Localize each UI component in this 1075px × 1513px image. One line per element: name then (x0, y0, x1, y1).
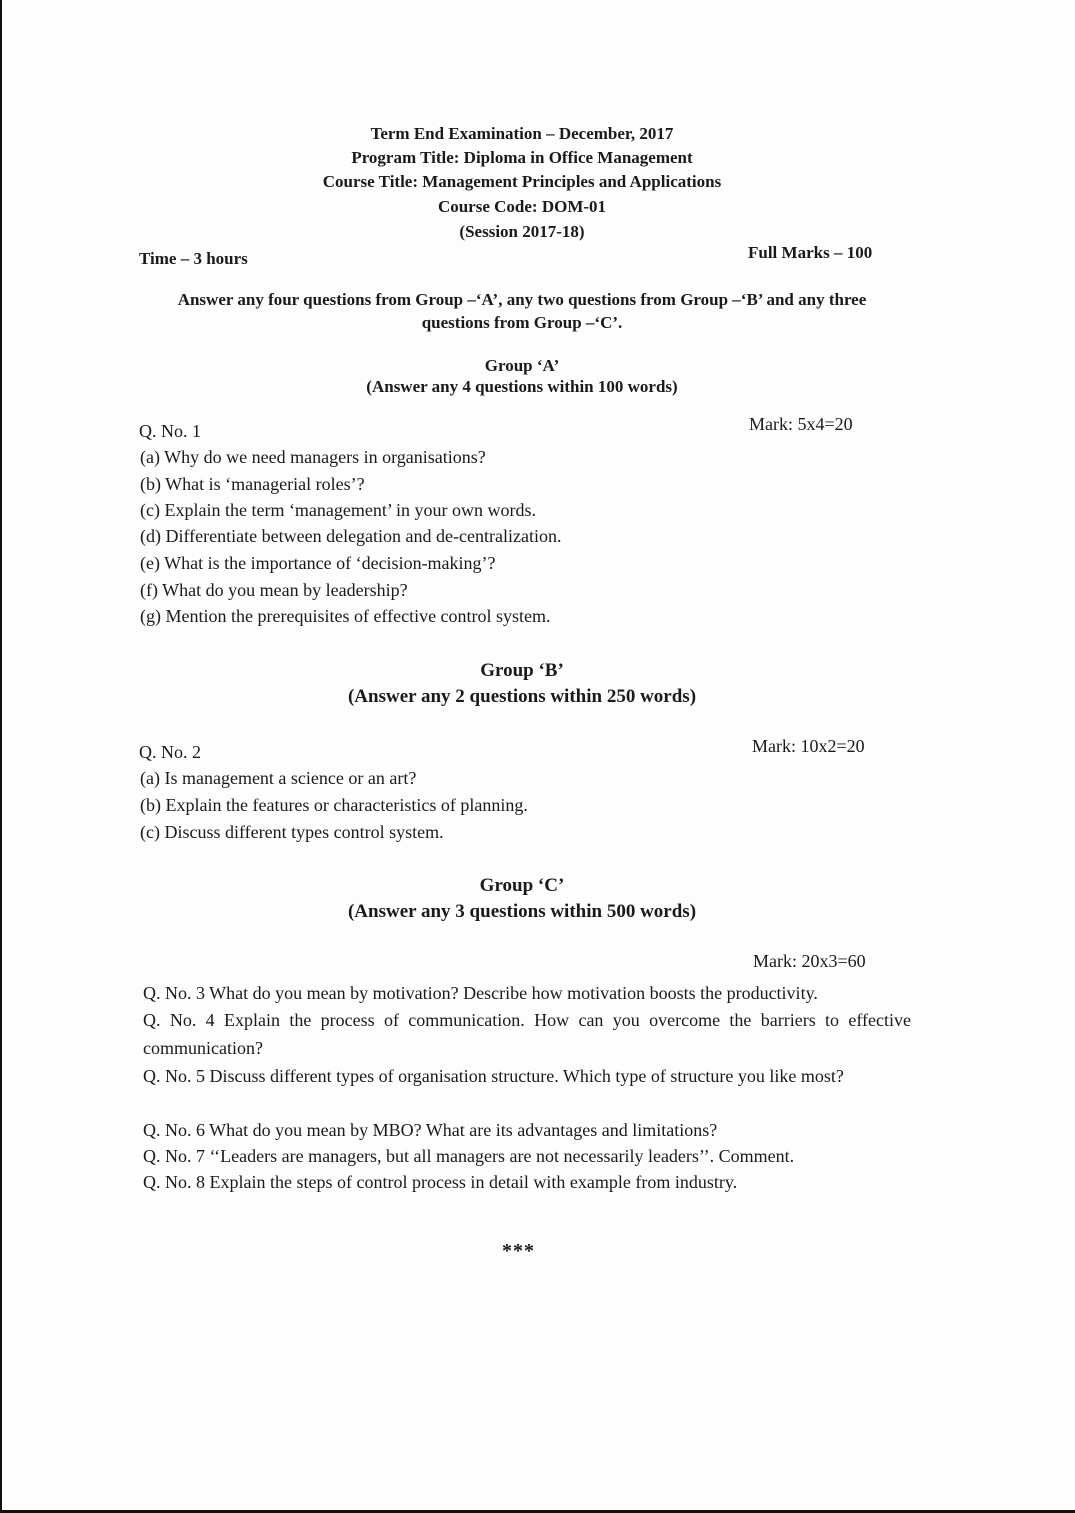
course-code: Course Code: DOM-01 (437, 197, 607, 216)
end-of-paper-mark: *** (502, 1240, 535, 1262)
group-a-item: (b) What is ‘managerial roles’? (140, 474, 365, 494)
group-b-question-number: Q. No. 2 (139, 742, 201, 762)
instructions (136, 288, 908, 334)
group-c-subtitle: (Answer any 3 questions within 500 words) (347, 901, 697, 922)
group-c-mark: Mark: 20x3=60 (753, 951, 866, 971)
group-c-question: Q. No. 6 What do you mean by MBO? What are its advantages and limitations? (143, 1120, 718, 1140)
group-b-subtitle: (Answer any 2 questions within 250 words) (347, 686, 697, 707)
group-a-subtitle: (Answer any 4 questions within 100 words) (366, 377, 678, 396)
group-a-mark: Mark: 5x4=20 (749, 414, 853, 434)
group-b-item: (b) Explain the features or characteristics of planning. (140, 795, 528, 815)
session: (Session 2017-18) (459, 222, 585, 241)
exam-title: Term End Examination – December, 2017 (370, 124, 674, 143)
group-c-question: Q. No. 7 ‘‘Leaders are managers, but all managers are not necessarily leaders’’. Comment. (143, 1146, 795, 1166)
group-a-title: Group ‘A’ (484, 356, 560, 375)
course-title: Course Title: Management Principles and Applications (322, 172, 722, 191)
group-b-title: Group ‘B’ (480, 660, 564, 681)
group-a-item: (e) What is the importance of ‘decision-making’? (140, 553, 496, 573)
instructions-line-1: Answer any four questions from Group –‘A’, any two questions from Group –‘B’ and any three (177, 290, 867, 309)
group-a-item: (c) Explain the term ‘management’ in your own words. (140, 500, 537, 520)
group-b-mark: Mark: 10x2=20 (752, 736, 865, 756)
group-a-question-number: Q. No. 1 (139, 421, 201, 441)
time-allowed: Time – 3 hours (139, 249, 248, 268)
group-a-item: (a) Why do we need managers in organisations? (140, 447, 486, 467)
instructions-line-2: questions from Group –‘C’. (421, 313, 623, 332)
program-title: Program Title: Diploma in Office Management (351, 148, 693, 167)
group-c-title: Group ‘C’ (479, 875, 565, 896)
group-a-item: (f) What do you mean by leadership? (140, 580, 408, 600)
group-a-item: (g) Mention the prerequisites of effective control system. (140, 606, 551, 626)
group-b-item: (c) Discuss different types control system. (140, 822, 444, 842)
group-c-question: Q. No. 3 What do you mean by motivation? Describe how motivation boosts the productivity. (143, 983, 818, 1003)
group-c-question: Q. No. 4 Explain the process of communication. How can you overcome the barriers to effective communication? (143, 1010, 911, 1058)
full-marks: Full Marks – 100 (748, 243, 873, 262)
group-a-item: (d) Differentiate between delegation and de-centralization. (140, 526, 562, 546)
group-b-item: (a) Is management a science or an art? (140, 768, 417, 788)
group-c-question: Q. No. 5 Discuss different types of organisation structure. Which type of structure you like most? (143, 1066, 844, 1086)
group-c-question: Q. No. 8 Explain the steps of control process in detail with example from industry. (143, 1172, 738, 1192)
